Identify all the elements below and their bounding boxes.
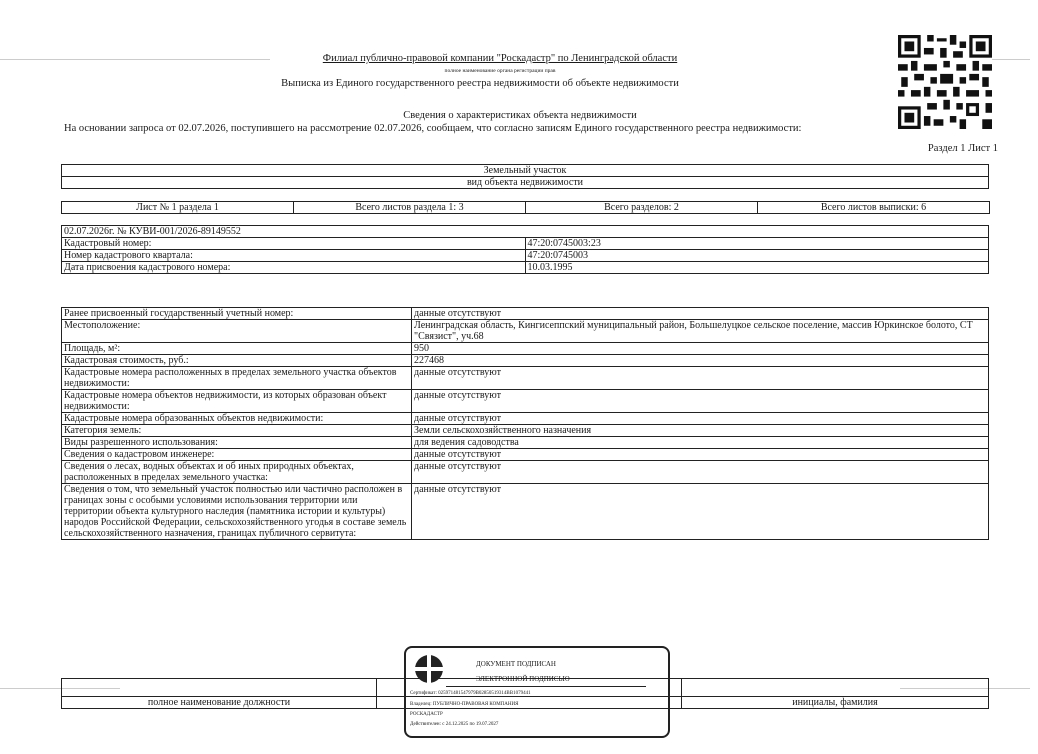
extract-number: 02.07.2026г. № КУВИ-001/2026-89149552 <box>62 226 989 238</box>
emblem-icon <box>414 654 444 684</box>
cadastral-number-value: 47:20:0745003:23 <box>525 238 989 250</box>
position-cell <box>62 679 377 697</box>
stamp-divider <box>446 686 646 687</box>
table-row <box>62 425 989 437</box>
detail-label: Сведения о том, что земельный участок полностью или частично расположен в границах зоны с особыми условиями использования территории или территории объекта культурного наследия (памятника истории и культуры) народов Российской Федерации, сельскохозяйственного угодья в составе земель сельскохозяйственного назначения, границах публичного сервитута: <box>62 484 412 540</box>
quarter-number-value: 47:20:0745003 <box>525 250 989 262</box>
table-row <box>62 413 989 425</box>
details-table <box>61 307 989 540</box>
detail-value: данные отсутствуют <box>412 308 989 320</box>
section-label: Раздел 1 Лист 1 <box>927 143 998 154</box>
detail-label: Категория земель: <box>62 425 412 437</box>
object-type: Земельный участок <box>62 165 989 177</box>
stamp-owner-name: РОСКАДАСТР <box>410 712 443 717</box>
detail-value: Ленинградская область, Кингисеппский муниципальный район, Большелуцкое сельское поселение, массив Юркинское болото, СТ "Связист", уч.68 <box>412 320 989 343</box>
stamp-line2: ЭЛЕКТРОННОЙ ПОДПИСЬЮ <box>476 675 570 683</box>
total-sheets-section: Всего листов раздела 1: 3 <box>294 202 526 214</box>
detail-value: данные отсутствуют <box>412 461 989 484</box>
table-row <box>62 238 989 250</box>
electronic-signature-stamp <box>404 646 670 738</box>
org-caption: полное наименование органа регистрации прав <box>444 68 556 74</box>
request-text: На основании запроса от 02.07.2026, поступившего на рассмотрение 02.07.2026, сообщаем, что согласно записям Единого государственного реестра недвижимости: <box>64 123 802 134</box>
assignment-date-label: Дата присвоения кадастрового номера: <box>62 262 526 274</box>
table-row <box>62 437 989 449</box>
detail-value: данные отсутствуют <box>412 484 989 540</box>
sheet-number: Лист № 1 раздела 1 <box>62 202 294 214</box>
ident-table <box>61 225 989 274</box>
detail-label: Кадастровые номера расположенных в пределах земельного участка объектов недвижимости: <box>62 367 412 390</box>
org-name: Филиал публично-правовой компании "Роскадастр" по Ленинградской области <box>322 53 678 64</box>
stamp-line1: ДОКУМЕНТ ПОДПИСАН <box>476 660 556 668</box>
name-caption: инициалы, фамилия <box>682 697 989 709</box>
table-row <box>62 461 989 484</box>
detail-label: Ранее присвоенный государственный учетный номер: <box>62 308 412 320</box>
table-row <box>62 250 989 262</box>
table-row <box>62 484 989 540</box>
detail-value: данные отсутствуют <box>412 367 989 390</box>
table-row <box>62 367 989 390</box>
total-sheets-extract: Всего листов выписки: 6 <box>758 202 990 214</box>
detail-value: 950 <box>412 343 989 355</box>
table-row <box>62 449 989 461</box>
table-row <box>62 390 989 413</box>
table-row <box>62 262 989 274</box>
table-row <box>62 320 989 343</box>
detail-label: Кадастровая стоимость, руб.: <box>62 355 412 367</box>
detail-label: Сведения о кадастровом инженере: <box>62 449 412 461</box>
table-row <box>62 355 989 367</box>
detail-label: Площадь, м²: <box>62 343 412 355</box>
detail-label: Сведения о лесах, водных объектах и об иных природных объектах, расположенных в пределах земельного участка: <box>62 461 412 484</box>
position-caption: полное наименование должности <box>62 697 377 709</box>
object-type-caption: вид объекта недвижимости <box>62 177 989 189</box>
detail-value: 227468 <box>412 355 989 367</box>
detail-value: для ведения садоводства <box>412 437 989 449</box>
scan-artifact <box>0 59 270 60</box>
total-sections: Всего разделов: 2 <box>526 202 758 214</box>
detail-value: данные отсутствуют <box>412 413 989 425</box>
object-type-table <box>61 164 989 189</box>
name-cell <box>682 679 989 697</box>
stamp-owner-label: Владелец: ПУБЛИЧНО-ПРАВОВАЯ КОМПАНИЯ <box>410 702 519 707</box>
assignment-date-value: 10.03.1995 <box>525 262 989 274</box>
table-row <box>62 308 989 320</box>
detail-label: Местоположение: <box>62 320 412 343</box>
stamp-valid: Действителен: с 24.12.2025 по 19.07.2027 <box>410 722 499 727</box>
detail-label: Кадастровые номера образованных объектов недвижимости: <box>62 413 412 425</box>
table-row <box>62 343 989 355</box>
section-heading: Сведения о характеристиках объекта недвижимости <box>403 110 637 121</box>
detail-value: Земли сельскохозяйственного назначения <box>412 425 989 437</box>
detail-label: Кадастровые номера объектов недвижимости, из которых образован объект недвижимости: <box>62 390 412 413</box>
cadastral-number-label: Кадастровый номер: <box>62 238 526 250</box>
qr-code <box>898 35 992 129</box>
doc-title: Выписка из Единого государственного реестра недвижимости об объекте недвижимости <box>281 78 679 89</box>
detail-value: данные отсутствуют <box>412 449 989 461</box>
quarter-number-label: Номер кадастрового квартала: <box>62 250 526 262</box>
stamp-certificate: Сертификат: 025971481547979B02850519314BB1079441 <box>410 691 531 696</box>
sheets-table <box>61 201 990 214</box>
detail-value: данные отсутствуют <box>412 390 989 413</box>
detail-label: Виды разрешенного использования: <box>62 437 412 449</box>
